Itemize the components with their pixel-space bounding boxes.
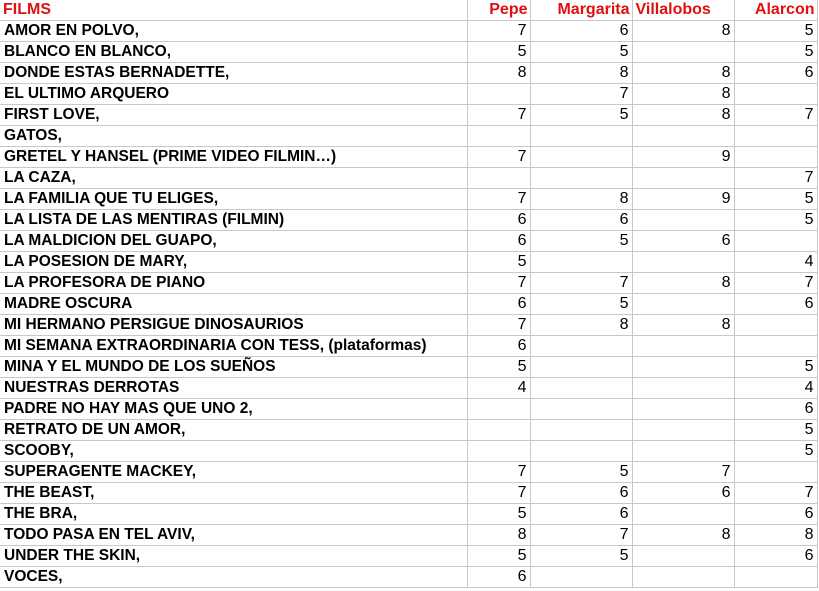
film-title-cell[interactable]: PADRE NO HAY MAS QUE UNO 2, [0,399,467,420]
film-title-cell[interactable]: VOCES, [0,567,467,588]
header-films[interactable]: FILMS [0,0,467,21]
alarcon-score-cell[interactable]: 5 [734,21,817,42]
alarcon-score-cell[interactable]: 5 [734,189,817,210]
villalobos-score-cell[interactable] [632,168,734,189]
alarcon-score-cell[interactable] [734,147,817,168]
margarita-score-cell[interactable]: 7 [530,273,632,294]
film-title-cell[interactable]: THE BEAST, [0,483,467,504]
table-row [0,462,817,483]
villalobos-score-cell[interactable] [632,42,734,63]
margarita-score-cell[interactable]: 7 [530,525,632,546]
pepe-score-cell[interactable] [467,420,530,441]
film-title-cell[interactable]: GRETEL Y HANSEL (PRIME VIDEO FILMIN…) [0,147,467,168]
table-row [0,378,817,399]
villalobos-score-cell[interactable] [632,546,734,567]
film-title-cell[interactable]: EL ULTIMO ARQUERO [0,84,467,105]
table-row [0,315,817,336]
alarcon-score-cell[interactable]: 7 [734,483,817,504]
alarcon-score-cell[interactable] [734,126,817,147]
table-row [0,168,817,189]
alarcon-score-cell[interactable]: 4 [734,378,817,399]
alarcon-score-cell[interactable] [734,315,817,336]
pepe-score-cell[interactable]: 6 [467,336,530,357]
margarita-score-cell[interactable] [530,399,632,420]
pepe-score-cell[interactable] [467,168,530,189]
table-row [0,126,817,147]
margarita-score-cell[interactable]: 5 [530,294,632,315]
margarita-score-cell[interactable] [530,147,632,168]
film-title-cell[interactable]: LA MALDICION DEL GUAPO, [0,231,467,252]
pepe-score-cell[interactable]: 5 [467,357,530,378]
villalobos-score-cell[interactable]: 7 [632,462,734,483]
margarita-score-cell[interactable]: 6 [530,21,632,42]
pepe-score-cell[interactable]: 6 [467,210,530,231]
header-row [0,0,817,21]
table-row [0,147,817,168]
film-title-cell[interactable]: LA LISTA DE LAS MENTIRAS (FILMIN) [0,210,467,231]
villalobos-score-cell[interactable]: 6 [632,483,734,504]
margarita-score-cell[interactable]: 7 [530,84,632,105]
alarcon-score-cell[interactable]: 6 [734,504,817,525]
pepe-score-cell[interactable]: 4 [467,378,530,399]
margarita-score-cell[interactable] [530,168,632,189]
film-title-cell[interactable]: UNDER THE SKIN, [0,546,467,567]
header-pepe[interactable]: Pepe [467,0,530,21]
table-row [0,483,817,504]
film-title-cell[interactable]: SCOOBY, [0,441,467,462]
pepe-score-cell[interactable]: 5 [467,546,530,567]
villalobos-score-cell[interactable]: 6 [632,231,734,252]
villalobos-score-cell[interactable]: 8 [632,315,734,336]
pepe-score-cell[interactable] [467,399,530,420]
margarita-score-cell[interactable]: 8 [530,189,632,210]
villalobos-score-cell[interactable] [632,357,734,378]
header-villalobos[interactable]: Villalobos [632,0,734,21]
margarita-score-cell[interactable]: 5 [530,42,632,63]
pepe-score-cell[interactable]: 6 [467,567,530,588]
table-row [0,525,817,546]
film-title-cell[interactable]: MI SEMANA EXTRAORDINARIA CON TESS, (plataformas) [0,336,467,357]
alarcon-score-cell[interactable]: 5 [734,210,817,231]
pepe-score-cell[interactable]: 7 [467,483,530,504]
pepe-score-cell[interactable]: 8 [467,525,530,546]
alarcon-score-cell[interactable]: 6 [734,63,817,84]
villalobos-score-cell[interactable] [632,294,734,315]
alarcon-score-cell[interactable]: 7 [734,273,817,294]
villalobos-score-cell[interactable]: 8 [632,105,734,126]
alarcon-score-cell[interactable]: 7 [734,105,817,126]
alarcon-score-cell[interactable]: 4 [734,252,817,273]
pepe-score-cell[interactable]: 7 [467,273,530,294]
table-row [0,210,817,231]
alarcon-score-cell[interactable] [734,231,817,252]
film-title-cell[interactable]: DONDE ESTAS BERNADETTE, [0,63,467,84]
alarcon-score-cell[interactable] [734,84,817,105]
pepe-score-cell[interactable]: 7 [467,105,530,126]
alarcon-score-cell[interactable]: 5 [734,42,817,63]
table-row [0,273,817,294]
pepe-score-cell[interactable]: 7 [467,147,530,168]
margarita-score-cell[interactable]: 6 [530,210,632,231]
alarcon-score-cell[interactable]: 6 [734,399,817,420]
villalobos-score-cell[interactable] [632,504,734,525]
table-row [0,42,817,63]
villalobos-score-cell[interactable] [632,336,734,357]
table-row [0,63,817,84]
table-row [0,567,817,588]
film-title-cell[interactable]: LA FAMILIA QUE TU ELIGES, [0,189,467,210]
alarcon-score-cell[interactable] [734,567,817,588]
film-title-cell[interactable]: MI HERMANO PERSIGUE DINOSAURIOS [0,315,467,336]
villalobos-score-cell[interactable] [632,567,734,588]
film-title-cell[interactable]: GATOS, [0,126,467,147]
table-row [0,420,817,441]
margarita-score-cell[interactable]: 5 [530,546,632,567]
margarita-score-cell[interactable]: 5 [530,462,632,483]
film-title-cell[interactable]: MADRE OSCURA [0,294,467,315]
pepe-score-cell[interactable]: 6 [467,294,530,315]
alarcon-score-cell[interactable]: 6 [734,294,817,315]
margarita-score-cell[interactable] [530,252,632,273]
pepe-score-cell[interactable] [467,126,530,147]
alarcon-score-cell[interactable] [734,336,817,357]
pepe-score-cell[interactable]: 5 [467,252,530,273]
table-row [0,546,817,567]
film-title-cell[interactable]: THE BRA, [0,504,467,525]
alarcon-score-cell[interactable]: 7 [734,168,817,189]
table-row [0,21,817,42]
table-row [0,189,817,210]
table-row [0,336,817,357]
film-title-cell[interactable]: LA POSESION DE MARY, [0,252,467,273]
table-row [0,504,817,525]
header-alarcon[interactable]: Alarcon [734,0,817,21]
villalobos-score-cell[interactable]: 8 [632,273,734,294]
pepe-score-cell[interactable]: 5 [467,42,530,63]
margarita-score-cell[interactable]: 6 [530,504,632,525]
film-title-cell[interactable]: BLANCO EN BLANCO, [0,42,467,63]
alarcon-score-cell[interactable]: 5 [734,441,817,462]
table-row [0,357,817,378]
margarita-score-cell[interactable] [530,126,632,147]
pepe-score-cell[interactable]: 7 [467,462,530,483]
pepe-score-cell[interactable]: 7 [467,189,530,210]
table-row [0,84,817,105]
margarita-score-cell[interactable] [530,357,632,378]
villalobos-score-cell[interactable]: 9 [632,147,734,168]
margarita-score-cell[interactable] [530,336,632,357]
table-row [0,399,817,420]
film-title-cell[interactable]: NUESTRAS DERROTAS [0,378,467,399]
margarita-score-cell[interactable] [530,567,632,588]
margarita-score-cell[interactable]: 8 [530,315,632,336]
pepe-score-cell[interactable]: 8 [467,63,530,84]
alarcon-score-cell[interactable]: 5 [734,357,817,378]
villalobos-score-cell[interactable]: 8 [632,525,734,546]
margarita-score-cell[interactable] [530,420,632,441]
pepe-score-cell[interactable]: 6 [467,231,530,252]
film-title-cell[interactable]: AMOR EN POLVO, [0,21,467,42]
margarita-score-cell[interactable] [530,441,632,462]
film-title-cell[interactable]: MINA Y EL MUNDO DE LOS SUEÑOS [0,357,467,378]
villalobos-score-cell[interactable]: 8 [632,63,734,84]
villalobos-score-cell[interactable] [632,252,734,273]
margarita-score-cell[interactable]: 6 [530,483,632,504]
alarcon-score-cell[interactable] [734,462,817,483]
pepe-score-cell[interactable] [467,441,530,462]
margarita-score-cell[interactable] [530,378,632,399]
villalobos-score-cell[interactable]: 8 [632,84,734,105]
margarita-score-cell[interactable]: 8 [530,63,632,84]
villalobos-score-cell[interactable] [632,210,734,231]
villalobos-score-cell[interactable] [632,441,734,462]
villalobos-score-cell[interactable] [632,378,734,399]
villalobos-score-cell[interactable] [632,420,734,441]
pepe-score-cell[interactable]: 5 [467,504,530,525]
villalobos-score-cell[interactable] [632,399,734,420]
film-title-cell[interactable]: LA CAZA, [0,168,467,189]
table-row [0,252,817,273]
alarcon-score-cell[interactable]: 8 [734,525,817,546]
table-row [0,231,817,252]
pepe-score-cell[interactable]: 7 [467,21,530,42]
table-row [0,105,817,126]
film-title-cell[interactable]: FIRST LOVE, [0,105,467,126]
film-title-cell[interactable]: RETRATO DE UN AMOR, [0,420,467,441]
pepe-score-cell[interactable] [467,84,530,105]
film-title-cell[interactable]: SUPERAGENTE MACKEY, [0,462,467,483]
film-title-cell[interactable]: TODO PASA EN TEL AVIV, [0,525,467,546]
pepe-score-cell[interactable]: 7 [467,315,530,336]
margarita-score-cell[interactable]: 5 [530,105,632,126]
film-title-cell[interactable]: LA PROFESORA DE PIANO [0,273,467,294]
alarcon-score-cell[interactable]: 5 [734,420,817,441]
alarcon-score-cell[interactable]: 6 [734,546,817,567]
table-row [0,441,817,462]
villalobos-score-cell[interactable]: 9 [632,189,734,210]
header-margarita[interactable]: Margarita [530,0,632,21]
table-row [0,294,817,315]
villalobos-score-cell[interactable]: 8 [632,21,734,42]
margarita-score-cell[interactable]: 5 [530,231,632,252]
villalobos-score-cell[interactable] [632,126,734,147]
